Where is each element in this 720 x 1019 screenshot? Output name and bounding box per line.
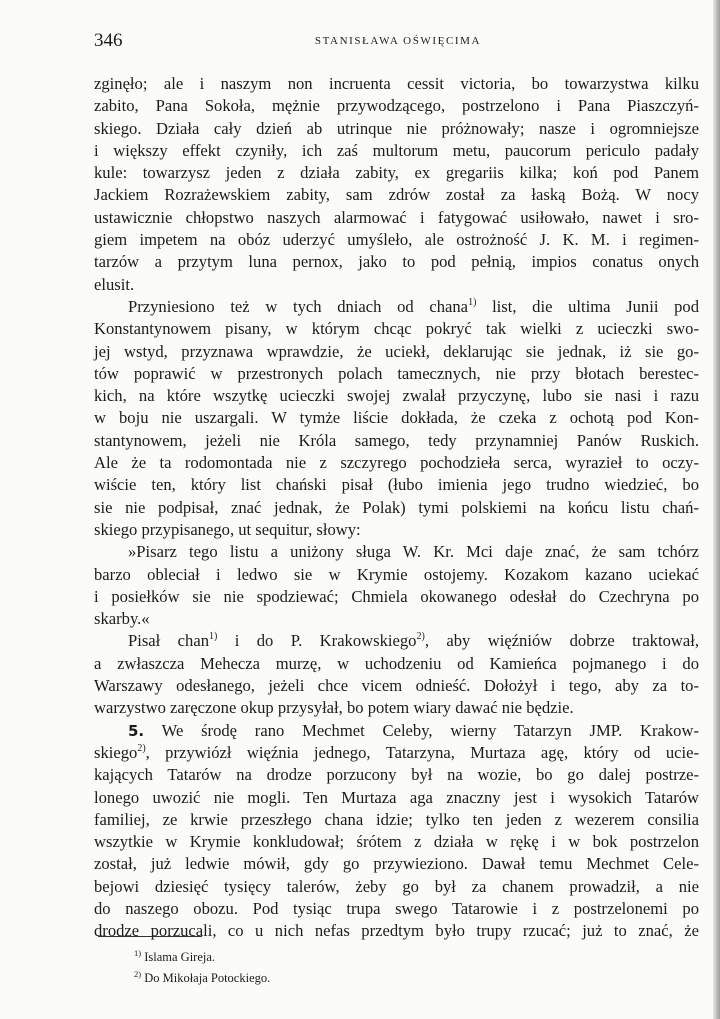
text-fragment: We środę rano Mechmet Celeby, wierny Tatarzyn JMP. Krakow-	[144, 720, 699, 740]
text-line: tów poprawić w przestronych polach tamecznych, nie przy błotach beresteс-	[94, 363, 699, 383]
text-line: tarzów a przytym luna pernox, jako to pod pełnią, impios conatus onych	[94, 252, 699, 272]
footnotes	[134, 947, 654, 989]
text-line: Warszawy odesłanego, jeżeli chce vicem odnieść. Dołożył i tego, aby za to-	[94, 676, 699, 696]
text-line: zginęło; ale i naszym non incruenta cessit victoria, bo towarzystwa kilku	[94, 74, 699, 93]
text-line: Ale że ta rodomontada nie z szczyrego pochodzieła serca, wyraziеł to oczy-	[94, 453, 699, 473]
text-line: i posiełków sie nie spodziewać; Chmiela okowanego odesłał do Czechryna po	[94, 586, 699, 606]
text-line: »Pisarz tego listu a uniżony sługa W. Kr. Mci daje znać, że sam tchórz	[128, 542, 699, 562]
text-line: ustawicznie chłopstwo naszych alarmować i fatygować usiłowało, nawet i sro-	[94, 207, 699, 227]
text-line: został, już ledwie mówił, gdy go przywieziono. Dawał temu Mechmet Cele-	[94, 854, 699, 874]
text-line: barzo obleciał i ledwo sie w Krymie ostojemy. Kozakom kazano uciekać	[94, 564, 699, 584]
text-line: stantynowem, jeżeli nie Króla samego, tedy przynamniej Panów Ruskich.	[94, 430, 699, 450]
text-fragment: Pisał chan	[128, 631, 209, 651]
text-line	[94, 742, 699, 764]
text-line: kich, na które wszytkę ucieczki swojej zwalał przyczynę, lubo sie nasi i razu	[94, 386, 699, 406]
text-line: a zwłaszcza Mehecza murzę, w uchodzeniu od Kamieńca pojmanego i do	[94, 653, 699, 673]
text-line	[94, 720, 699, 742]
text-line: familiej, ze krwie przeszłego chana idzie; tylko ten jeden z wezerem consilia	[94, 809, 699, 829]
text-line: i większy effekt czyniły, ich zaś multorum metu, paucorum periculo padały	[94, 140, 699, 160]
text-line	[94, 630, 699, 652]
footnote-divider	[98, 936, 202, 937]
text-line: jej wstyd, przyznawa wprawdzie, że uciekł, deklarując sie jednak, iż sie go-	[94, 341, 699, 361]
footnote-marker: 2)	[416, 631, 425, 643]
text-line: lonego uwozić nie mogli. Ten Murtaza aga znaczny jest i wysokich Tatarów	[94, 787, 699, 807]
footnote-marker: 2)	[137, 742, 146, 754]
footnote-number: 1)	[134, 948, 142, 958]
body-text	[94, 73, 699, 943]
text-line: kających Tatarów na drodze porzucony był na wozie, bo go dalej postrze-	[94, 765, 699, 785]
footnote-marker: 1)	[468, 296, 477, 308]
footnote-number: 2)	[134, 969, 142, 979]
section-number: 5.	[128, 721, 145, 740]
text-line: zabito, Pana Sokoła, mężnie przywodzącego, postrzelono i Pana Piaszczyń-	[94, 96, 699, 116]
text-line: kule: towarzysz jeden z działa zabity, ex gregariis kilka; koń pod Panem	[94, 163, 699, 183]
text-fragment: , aby więźniów dobrze traktował,	[424, 631, 699, 651]
footnote	[134, 947, 654, 968]
text-line: do naszego obozu. Pod tysiąc trupa swego Tatarowie i z postrzelonemi po	[94, 898, 699, 918]
text-line: warzystwo zaręczone okup przysyłał, bo potem wiary dawać nie będzie.	[94, 698, 574, 718]
text-line: bejowi dziesięć tysięcy talerów, żeby go był za chanem prowadził, a nie	[94, 876, 699, 896]
text-line: skarby.«	[94, 609, 150, 629]
page-edge-shadow	[713, 0, 720, 1019]
text-line: Konstantynowem pisany, w którym chcąc pokryć tak wielki z ucieczki swo-	[94, 319, 699, 339]
text-line: wiście ten, który list chański pisał (łubo imienia jego trudno wiedzieć, bo	[94, 475, 699, 495]
footnote-text: Islama Gireja.	[144, 950, 216, 964]
text-fragment: Przyniesiono też w tych dniach od chana	[128, 296, 469, 316]
text-line: skiego przypisanego, ut sequitur, słowy:	[94, 519, 361, 539]
text-line: elusit.	[94, 274, 135, 294]
text-line: w boju nie uszargali. W tymże liście dokłada, że czeka z ochotą pod Kon-	[94, 408, 699, 428]
text-line: wszytkie w Krymie konkludował; śrótem z działa w rękę i w bok postrzelon	[94, 832, 699, 852]
page-number: 346	[94, 30, 123, 51]
text-fragment: i do P. Krakowskiego	[217, 631, 417, 651]
text-line: sie nie podpisał, znać jednak, że Polak) tymi polskiemi na końcu listu chań-	[94, 497, 699, 517]
footnote-text: Do Mikołaja Potockiego.	[144, 971, 271, 985]
footnote-marker: 1)	[209, 631, 218, 643]
page-header	[94, 30, 702, 52]
text-fragment: skiego	[94, 742, 138, 762]
text-line: skiego. Działa cały dzień ab utrinque nie próżnowały; nasze i ogromniejsze	[94, 118, 699, 138]
running-title: STANISŁAWA OŚWIĘCIMA	[314, 35, 482, 47]
text-line	[94, 296, 699, 318]
text-fragment: list, die ultima Junii pod	[476, 296, 700, 316]
text-line: drodze porzucali, co u nich nefas przedtym było trupy rzucać; już to znać, że	[94, 921, 699, 941]
text-line: giem impetem na obóz uderzyć umyśleło, ale ostrożność J. K. M. i regimen-	[94, 230, 699, 250]
text-line: Jackiem Rozrażewskiem zabity, sam zdrów został za łaską Bożą. W nocy	[94, 185, 699, 205]
text-fragment: , przywiózł więźnia jednego, Tatarzyna, Murtaza agę, który od ucie-	[145, 742, 699, 762]
footnote	[134, 968, 654, 989]
